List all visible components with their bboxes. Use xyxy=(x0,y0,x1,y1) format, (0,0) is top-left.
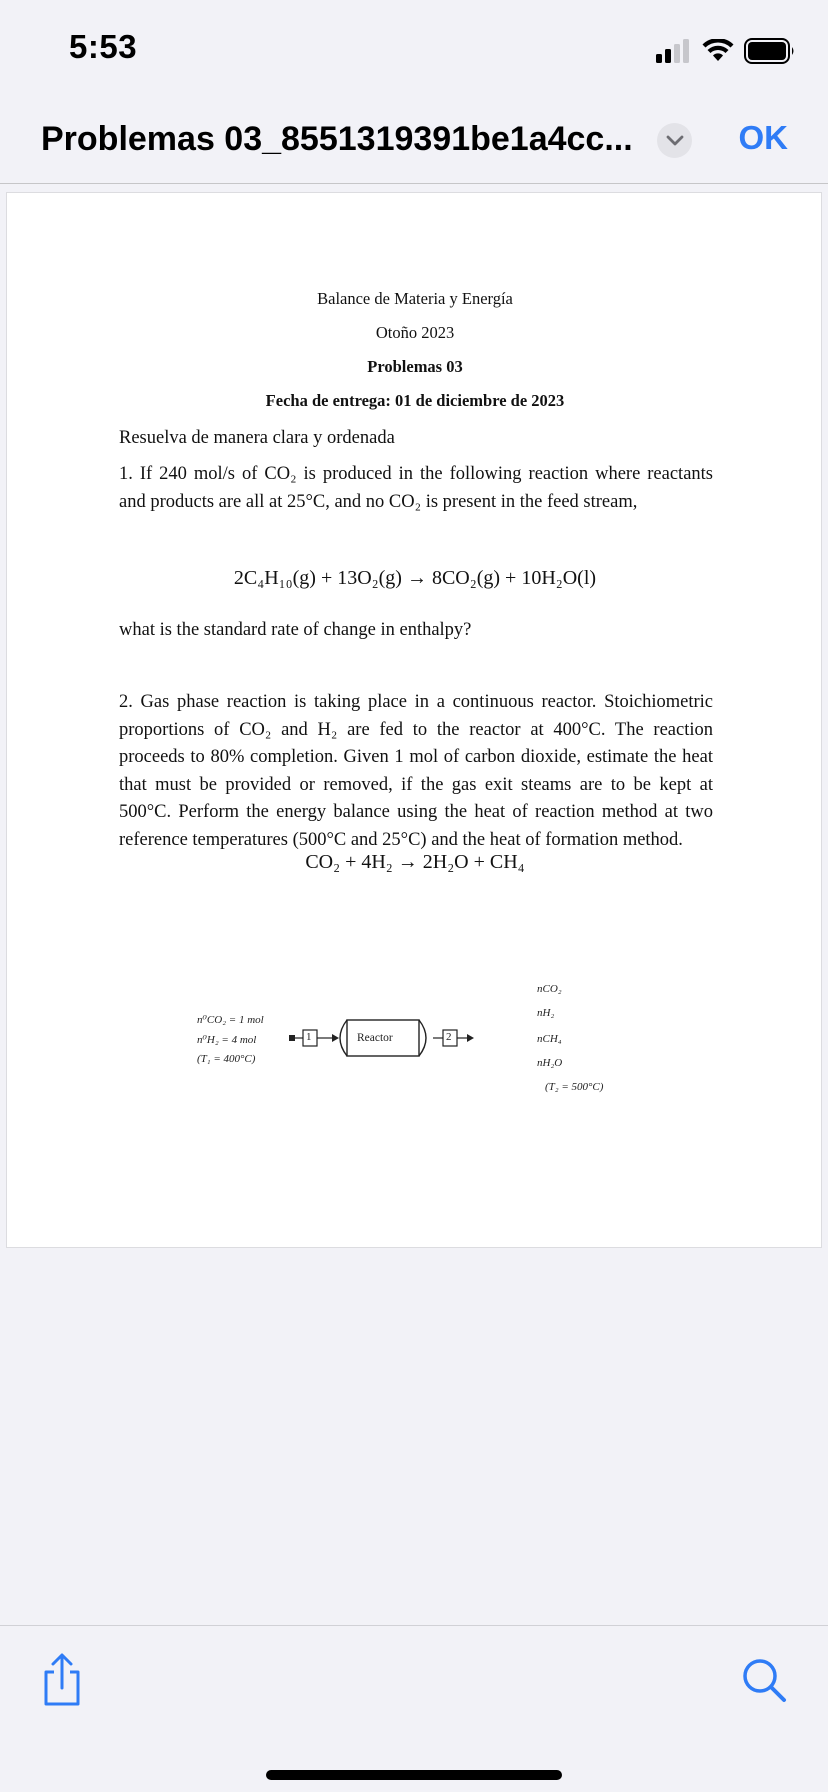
out-ch4-label: nCH₄ xyxy=(537,1033,562,1045)
wifi-icon xyxy=(702,39,734,63)
assignment-title: Problemas 03 xyxy=(367,357,463,376)
feed-h2-label: n⁰H₂ = 4 mol xyxy=(197,1034,257,1046)
chevron-down-icon xyxy=(666,135,684,147)
reactor-diagram-lines xyxy=(197,983,647,1113)
title-menu-button[interactable] xyxy=(657,123,692,158)
feed-temperature-label: (T₁ = 400°C) xyxy=(197,1053,256,1065)
bottom-toolbar xyxy=(0,1625,828,1792)
document-header xyxy=(0,96,828,184)
problem-2-equation: CO₂ + 4H₂ → 2H₂O + CH₄ xyxy=(305,851,525,873)
reactor-flow-diagram xyxy=(197,983,647,1113)
search-icon xyxy=(740,1656,788,1704)
feed-co2-label: n⁰CO₂ = 1 mol xyxy=(197,1014,264,1026)
status-icons xyxy=(656,36,796,66)
home-indicator xyxy=(266,1770,562,1780)
share-icon xyxy=(40,1652,84,1708)
problem-1-question: what is the standard rate of change in enthalpy? xyxy=(119,620,472,640)
status-time: 5:53 xyxy=(69,28,138,65)
out-co2-label: nCO₂ xyxy=(537,983,562,995)
reactor-label: Reactor xyxy=(357,1032,393,1044)
document-page xyxy=(6,192,822,1248)
status-bar xyxy=(0,0,828,96)
out-temperature-label: (T₂ = 500°C) xyxy=(545,1081,604,1093)
term: Otoño 2023 xyxy=(375,323,455,342)
document-title: Problemas 03_8551319391be1a4cc... xyxy=(41,120,633,158)
problem-1-text: 1. If 240 mol/s of CO₂ is produced in the following reaction where reactants and products are all at 25°C, and no CO₂ is present in the feed stream, xyxy=(119,464,713,512)
problem-2-text: 2. Gas phase reaction is taking place in a continuous reactor. Stoichiometric proportions of CO₂ and H₂ are fed to the reactor at 400°C. The reaction proceeds to 80% completion. Given 1 mol of carbon dioxide, estimate the heat that must be provided or removed, if the gas exit steams are to be kept at 500°C. Perform the energy balance using the heat of reaction method at two reference temperatures (500°C and 25°C) and the heat of formation method. xyxy=(119,692,713,850)
share-button[interactable] xyxy=(40,1652,84,1708)
instruction: Resuelva de manera clara y ordenada xyxy=(119,428,395,448)
due-date: Fecha de entrega: 01 de diciembre de 2023 xyxy=(265,391,565,410)
out-h2o-label: nH₂O xyxy=(537,1057,563,1069)
ok-button[interactable]: OK xyxy=(738,119,788,156)
stream-1-label: 1 xyxy=(306,1031,312,1043)
search-button[interactable] xyxy=(740,1656,788,1704)
course-name: Balance de Materia y Energía xyxy=(317,289,513,308)
stream-2-label: 2 xyxy=(446,1031,452,1043)
out-h2-label: nH₂ xyxy=(537,1007,555,1019)
cellular-signal-icon xyxy=(656,39,692,63)
problem-1-equation: 2C₄H₁₀(g) + 13O₂(g) → 8CO₂(g) + 10H₂O(l) xyxy=(233,567,597,589)
battery-icon xyxy=(744,38,796,64)
